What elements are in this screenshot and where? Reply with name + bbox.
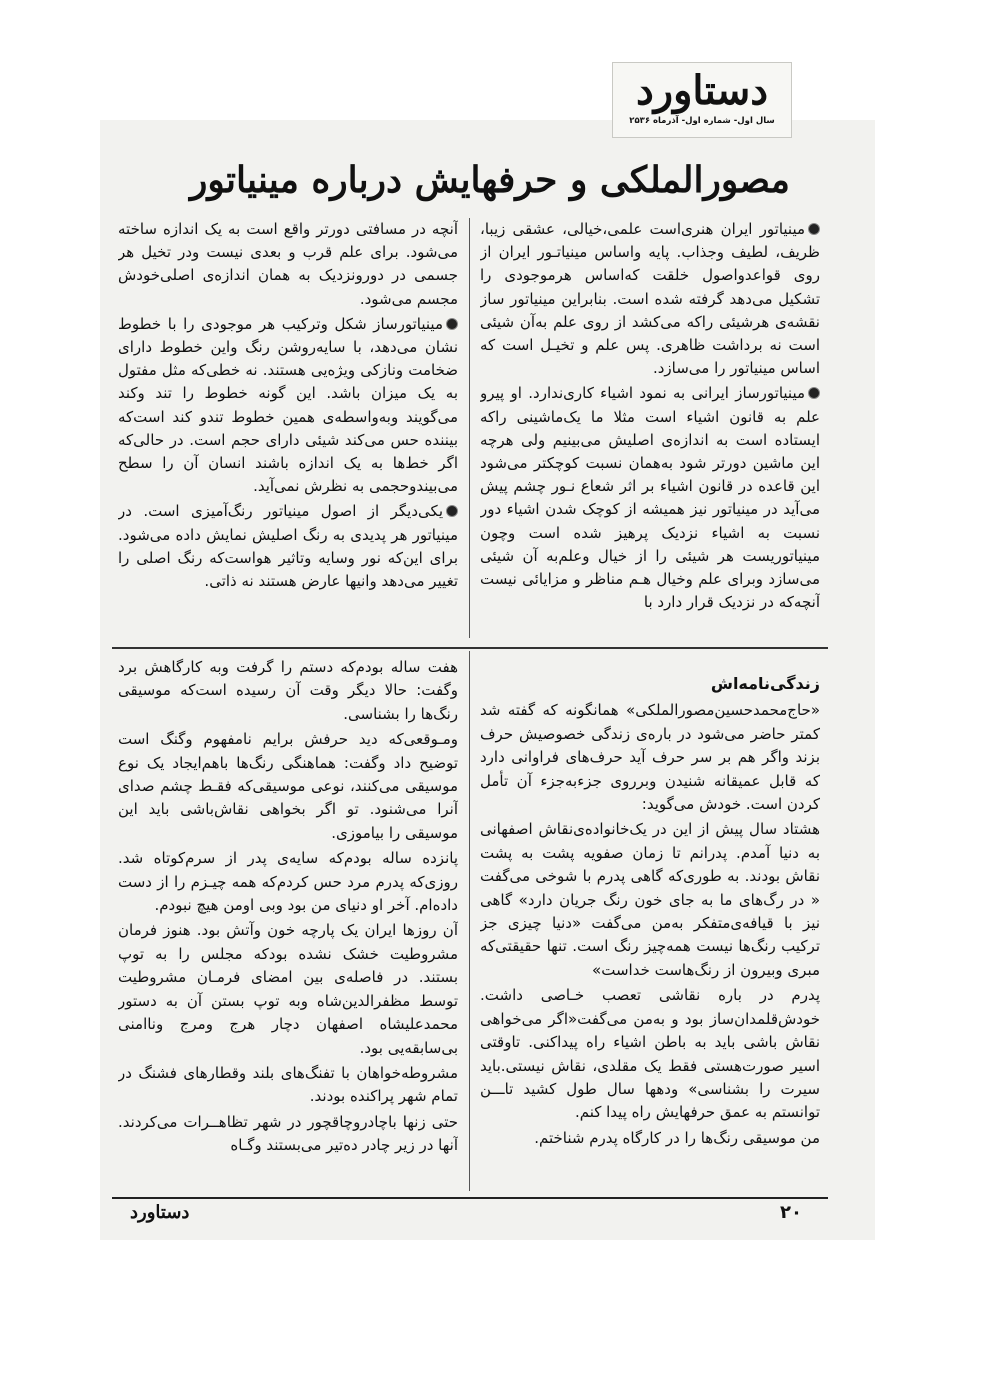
- column-divider: [469, 651, 470, 1191]
- paragraph: مینیاتورساز ایرانی به نمود اشیاء کاری‌ندارد. او پیرو علم به قانون اشیاء است مثلا ما یک‌ماشینی راکه ایستاده است به اندازه‌ی اصلیش می‌بینیم ولی هرچه این ماشین دورتر شود به‌همان نسبت کوچکتر می‌شود این قاعده در قانون اشیاء بر اثر شعاع نـور چشم پیش می‌آید در مینیاتور نیز همیشه از کوچک شدن اشیاء دور نسبت به اشیاء نزدیک پرهیز شده است وچون مینیاتوریست هر شیئی را از خیال وعلم‌به آن شیئی می‌سازد وبرای علم وخیال هـم مناظر و مزایائی نیست آنچه‌که در نزدیک قرار دارد با: [480, 384, 820, 612]
- paragraph: مینیاتورساز شکل وترکیب هر موجودی را با خطوط نشان می‌دهد، با سایه‌روشن رنگ واین خطوط دارای ضخامت ونازکی ویژه‌یی هستند. نه خطی‌که مثل مفتول به یک میزان باشد. این گونه خطوط را تند وکند می‌گویند وبه‌واسطه‌ی همین خطوط تندو کند است‌که بیننده حس می‌کند شیئی دارای حجم است. در حالی‌که اگر خط‌ها به یک اندازه باشند انسان آن را سطح می‌بیندوحجمی به نظرش نمی‌آید.: [118, 314, 458, 496]
- paragraph: پانزده ساله بودم‌که سایه‌ی پدر از سرم‌کوتاه شد. روزی‌که پدرم مرد حس کردم‌که همه چیـزم را از دست داده‌ام. آخر او دنیای من بود وبی اومن هیچ نبودم.: [118, 849, 458, 915]
- paragraph: ومـوقعی‌که دید حرفش برایم نامفهوم وگنگ است توضیح داد وگفت: هماهنگی رنگ‌ها باهم‌ایجاد یک نوع موسیقی می‌کنند، نوعی موسیقی‌که فقـط چشم صدای آنرا می‌شنود. تو اگر بخواهی نقاش‌باشی باید این موسیقی را بیاموزی.: [118, 730, 458, 842]
- paragraph: آنچه در مسافتی دورتر واقع است به یک اندازه ساخته می‌شود. برای علم قرب و بعدی نیست ودر تخیل هر جسمی در دورونزدیک به همان اندازه‌ی اصلی‌خودش مجسم می‌شود.: [118, 220, 458, 308]
- paragraph: هفت ساله بودم‌که دستم را گرفت وبه کارگاهش برد وگفت: حالا دیگر وقت آن رسیده است‌که موسیقی رنگ‌ها را بشناسی.: [118, 658, 458, 723]
- paragraph: پدرم در باره نقاشی تعصب خـاصی داشت. خودش‌قلمدان‌ساز بود و به‌من می‌گفت«اگر می‌خواهی نقاش باشی باید به باطن اشیاء راه پیداکنی. تاوقتی اسیر صورت‌هستی فقط یک مقلدی، نقاش نیستی.باید سیرت را بشناسی» ودهها سال طول کشید تاـــن توانستم به عمق حرفهایش راه پیدا کنم.: [480, 986, 820, 1122]
- magazine-logo: دستاورد: [635, 67, 769, 114]
- issue-line: سال اول- شماره اول- آذرماه ۲۵۳۶: [629, 116, 775, 126]
- bullet-icon: [808, 387, 820, 399]
- paragraph: آن روزها ایران یک پارچه خون وآتش بود. هنوز فرمان مشروطیت خشک نشده بودکه مجلس را به توپ بستند. در فاصله‌ی بین امضای فرمـان مشروطیت توسط مظفرالدین‌شاه وبه توپ بستن آن به دستور محمدعلیشاه اصفهان دچار هرج ومرج وناامنی بی‌سابقه‌یی بود.: [118, 921, 458, 1057]
- paragraph: هشتاد سال پیش از این در یک‌خانواده‌ی‌نقاش اصفهانی به دنیا آمدم. پدرانم تا زمان صفویه پشت به پشت نقاش بودند. به طوری‌که گاهی پدرم با شوخی می‌گفت « در رگ‌های ما به جای خون رنگ جریان دارد» گاهی نیز با قیافه‌ی‌متفکر به‌من می‌گفت «دنیا چیزی جز ترکیب رنگ‌ها نیست همه‌چیز رنگ است. تنها حقیقتی‌که مبری وبیرون از رنگ‌هاست خداست»: [480, 820, 820, 979]
- article-title: مصورالملکی و حرفهایش درباره مینیاتور: [190, 159, 790, 201]
- page-number: ۲۰: [780, 1202, 802, 1223]
- section-heading: زندگی‌نامه‌اش: [710, 674, 820, 693]
- masthead: [612, 62, 792, 138]
- paragraph: مینیاتور ایران هنری‌است علمی،خیالی، عشقی زیبا، ظریف، لطیف وجذاب. پایه واساس مینیاتـور ایران از روی قواعدواصول خلقت که‌اساس هرموجودی را تشکیل می‌دهد گرفته شده است. بنابراین مینیاتور ساز نقشه‌ی هرشیئی راکه می‌کشد از روی علم به‌آن شیئی است نه برداشت ظاهری. پس علم و تخیـل است که اساس مینیاتور را می‌سازد.: [480, 220, 820, 378]
- paragraph: یکی‌دیگر از اصول مینیاتور رنگ‌آمیزی است. در مینیاتور هر پدیدی به رنگ اصلیش نمایش داده می‌شود. برای این‌که نور وسایه وتاثیر هواست‌که رنگ اصلی را تغییر می‌دهد وانیها عارض هستند نه ذاتی.: [118, 502, 458, 591]
- paragraph: من موسیقی رنگ‌ها را در کارگاه پدرم شناختم.: [534, 1128, 820, 1147]
- bullet-icon: [808, 223, 820, 235]
- paragraph: «حاج‌محمدحسین‌مصورالملکی» همانگونه که گفته شد کمتر حاضر می‌شود در باره‌ی زندگی خصوصیش حرف بزند واگر هم بر سر حرف آید حرف‌های فراوانی دارد که قابل عمیقانه شنیدن وبرروی جزءبه‌جزء آن تأمل کردن است. خودش می‌گوید:: [480, 701, 820, 814]
- column-top-left: [118, 218, 458, 636]
- column-top-right: [480, 218, 820, 636]
- section-divider: [112, 647, 828, 649]
- footer-rule: [112, 1197, 828, 1199]
- paragraph: حتی زنها باچادروچاقچور در شهر تظاهــرات می‌کردند. آنها در زیر چادر دەتیر می‌بستند وگـاه: [118, 1112, 458, 1155]
- bullet-icon: [446, 505, 458, 517]
- footer-magazine-name: دستاورد: [130, 1202, 190, 1223]
- paragraph: مشروطه‌خواهان با تفنگ‌های بلند وقطارهای فشنگ در تمام شهر پراکنده بودند.: [118, 1063, 458, 1106]
- column-bottom-right: [480, 672, 820, 1192]
- bullet-icon: [446, 318, 458, 330]
- column-divider: [469, 218, 470, 638]
- column-bottom-left: [118, 656, 458, 1194]
